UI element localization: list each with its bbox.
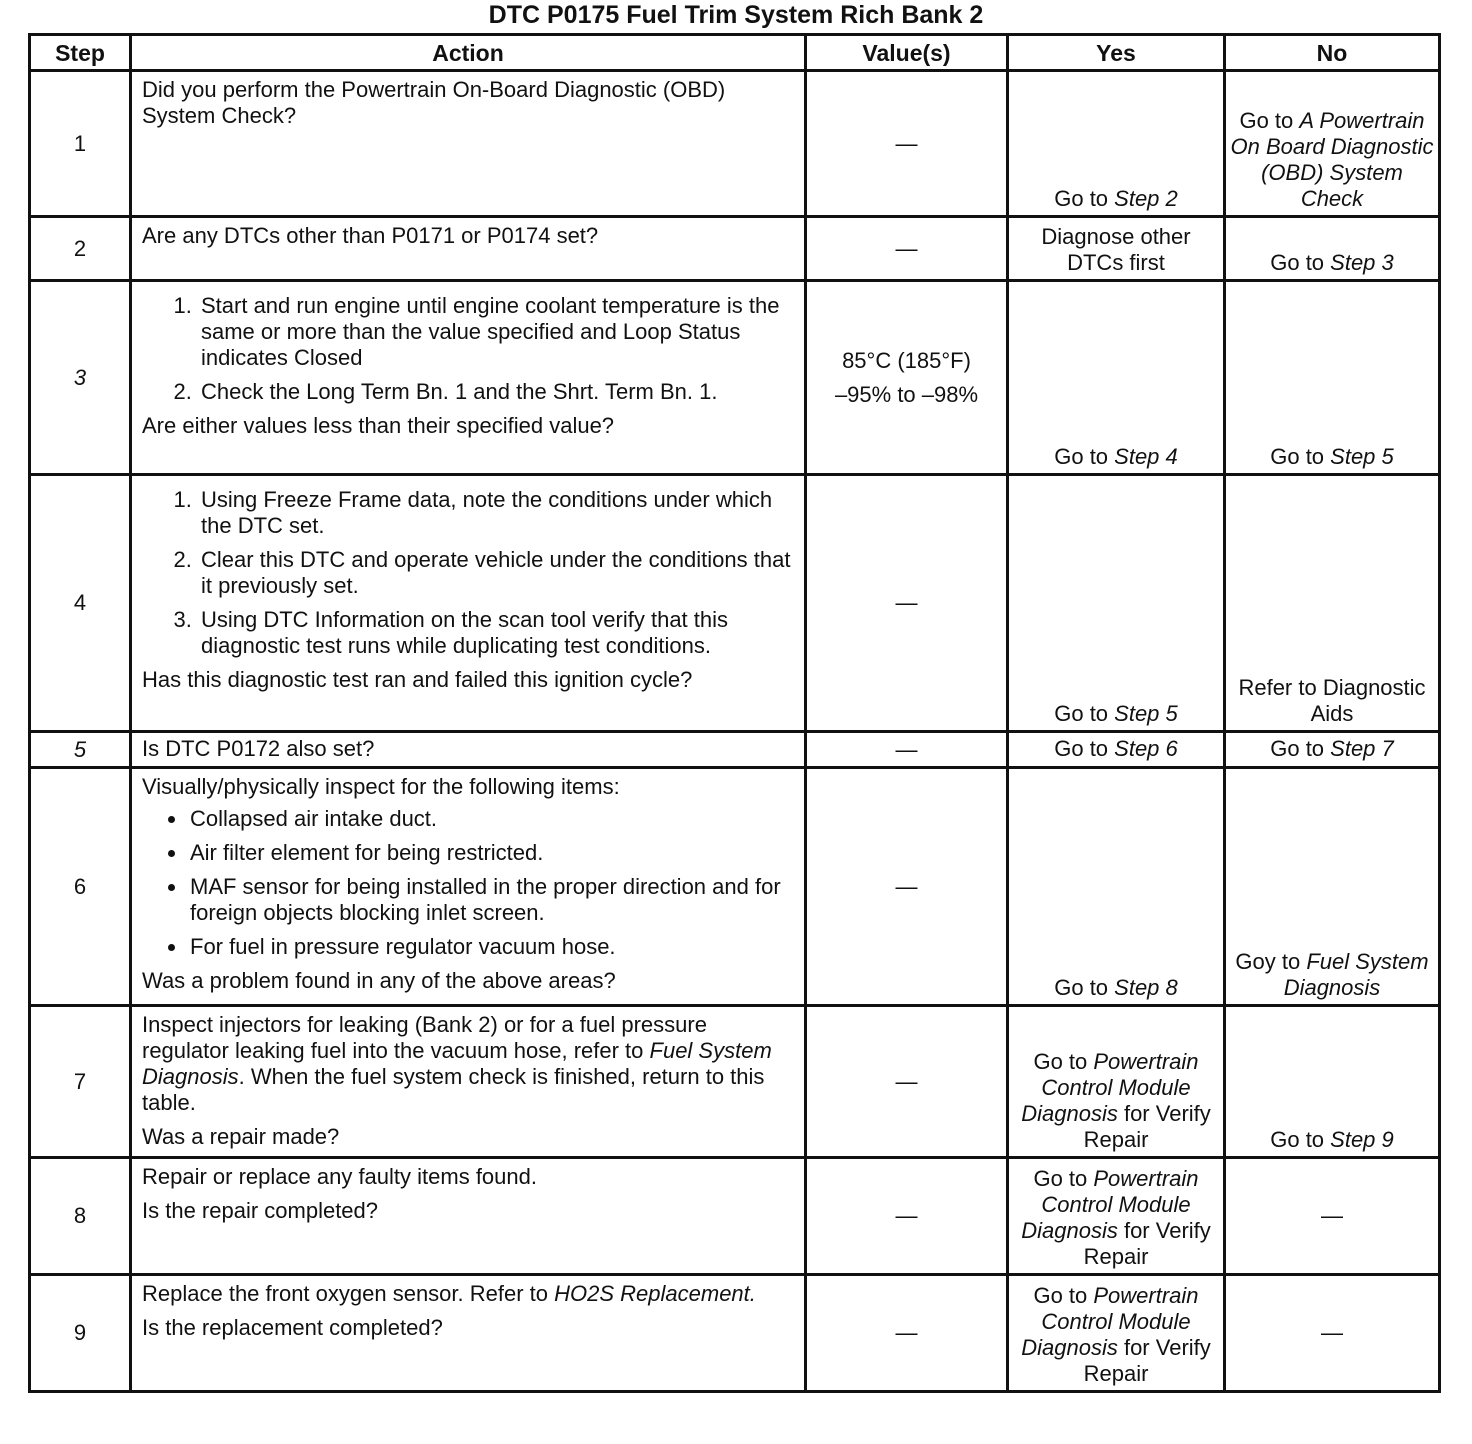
yes-link-pcm: Powertrain Control Module Diagnosis [1021,1049,1199,1126]
yes-cell [1008,1275,1225,1392]
action-cell [131,217,806,281]
action-text: Repair or replace any faulty items found. [142,1164,537,1189]
no-cell [1225,281,1440,475]
action-cell [131,71,806,217]
no-prefix: Go to [1239,108,1300,133]
yes-cell [1008,1006,1225,1158]
action-text-end: . When the fuel system check is finished, return to this table. [142,1064,765,1115]
list-item: • MAF sensor for being installed in the proper direction and for foreign objects blocking inlet screen. [188,874,796,926]
action-question: Was a repair made? [142,1124,340,1149]
value-fuel-trim: –95% to –98% [834,381,979,407]
yes-link-step: Step 8 [1114,975,1178,1000]
table-row [30,217,1440,281]
value-cell: — [806,1275,1008,1392]
yes-link-step: Step 6 [1114,736,1178,761]
no-link-obd-check: A Powertrain On Board Diagnostic (OBD) System Check [1230,108,1434,211]
yes-prefix: Go to [1033,1049,1094,1074]
yes-cell [1008,475,1225,732]
list-item: 2. Check the Long Term Bn. 1 and the Shrt. Term Bn. 1. [198,379,796,405]
header-action: Action [131,35,806,71]
action-text: Are any DTCs other than P0171 or P0174 set? [142,223,599,248]
page-title: DTC P0175 Fuel Trim System Rich Bank 2 [488,1,984,29]
yes-cell [1008,71,1225,217]
yes-suffix: for Verify Repair [1083,1218,1211,1269]
table-row [30,768,1440,1006]
header-no: No [1225,35,1440,71]
no-prefix: Go to [1270,1127,1331,1152]
no-link-step: Step 9 [1330,1127,1394,1152]
list-item: 1. Start and run engine until engine coolant temperature is the same or more than the value specified and Loop Status indicates Closed [198,293,796,371]
action-question: Has this diagnostic test ran and failed this ignition cycle? [142,667,693,692]
step-number: 4 [30,475,131,732]
value-cell [806,281,1008,475]
yes-prefix: Go to [1033,1283,1094,1308]
table-row [30,475,1440,732]
action-cell [131,732,806,768]
yes-suffix: for Verify Repair [1083,1335,1211,1386]
action-question: Is the replacement completed? [142,1315,443,1340]
no-prefix: Go to [1270,736,1331,761]
yes-prefix: Go to [1054,975,1115,1000]
action-question: Are either values less than their specified value? [142,413,615,438]
no-cell: Refer to Diagnostic Aids [1225,475,1440,732]
action-text: Is DTC P0172 also set? [142,736,375,761]
step-number: 2 [30,217,131,281]
list-item: • Collapsed air intake duct. [188,806,796,832]
action-question: Was a problem found in any of the above areas? [142,968,616,993]
diagnostic-table [28,33,1441,1393]
value-cell: — [806,732,1008,768]
step-number: 8 [30,1158,131,1275]
no-cell [1225,217,1440,281]
action-text: Did you perform the Powertrain On-Board Diagnostic (OBD) System Check? [142,77,726,128]
yes-link-pcm: Powertrain Control Module Diagnosis [1021,1166,1199,1243]
yes-cell [1008,281,1225,475]
header-yes: Yes [1008,35,1225,71]
action-cell [131,1158,806,1275]
step-number: 1 [30,71,131,217]
list-item: 2. Clear this DTC and operate vehicle under the conditions that it previously set. [198,547,796,599]
no-link-fuel-system: Fuel System Diagnosis [1283,949,1429,1000]
action-link-ho2s: HO2S Replacement. [554,1281,756,1306]
no-cell [1225,768,1440,1006]
step-number: 5 [30,732,131,768]
procedure-list [142,287,796,405]
action-cell [131,475,806,732]
table-row [30,732,1440,768]
step-number: 3 [30,281,131,475]
yes-prefix: Go to [1054,736,1115,761]
step-number: 6 [30,768,131,1006]
no-prefix: Goy to [1235,949,1307,974]
no-link-step: Step 3 [1330,250,1394,275]
step-number: 7 [30,1006,131,1158]
yes-link-step: Step 4 [1114,444,1178,469]
no-cell [1225,732,1440,768]
yes-prefix: Go to [1033,1166,1094,1191]
yes-prefix: Go to [1054,186,1115,211]
yes-cell: Diagnose other DTCs first [1008,217,1225,281]
inspection-list [142,800,796,960]
header-values: Value(s) [806,35,1008,71]
table-row [30,1006,1440,1158]
table-row [30,71,1440,217]
no-prefix: Go to [1270,444,1331,469]
yes-prefix: Go to [1054,701,1115,726]
action-text: Inspect injectors for leaking (Bank 2) or for a fuel pressure regulator leaking fuel into the vacuum hose, refer to [142,1012,707,1063]
value-cell: — [806,475,1008,732]
action-link-fuel-system: Fuel System Diagnosis [142,1038,772,1089]
list-item: 1. Using Freeze Frame data, note the conditions under which the DTC set. [198,487,796,539]
action-question: Is the repair completed? [142,1198,379,1223]
yes-cell [1008,1158,1225,1275]
action-cell [131,281,806,475]
yes-link-pcm: Powertrain Control Module Diagnosis [1021,1283,1199,1360]
table-row [30,1158,1440,1275]
action-cell [131,768,806,1006]
procedure-list [142,481,796,659]
no-cell [1225,1006,1440,1158]
no-cell: — [1225,1158,1440,1275]
header-step: Step [30,35,131,71]
table-row [30,1275,1440,1392]
value-cell: — [806,1158,1008,1275]
no-cell [1225,71,1440,217]
yes-link-step: Step 5 [1114,701,1178,726]
action-cell [131,1275,806,1392]
yes-cell [1008,732,1225,768]
no-link-step: Step 5 [1330,444,1394,469]
table-row [30,281,1440,475]
step-number: 9 [30,1275,131,1392]
yes-link-step: Step 2 [1114,186,1178,211]
list-item: 3. Using DTC Information on the scan tool verify that this diagnostic test runs while duplicating test conditions. [198,607,796,659]
value-cell: — [806,71,1008,217]
action-intro: Visually/physically inspect for the following items: [142,774,620,799]
action-cell [131,1006,806,1158]
no-prefix: Go to [1270,250,1331,275]
value-cell: — [806,217,1008,281]
yes-prefix: Go to [1054,444,1115,469]
value-temperature: 85°C (185°F) [842,347,971,373]
no-cell: — [1225,1275,1440,1392]
list-item: • Air filter element for being restricted. [188,840,796,866]
yes-suffix: for Verify Repair [1083,1101,1211,1152]
action-text: Replace the front oxygen sensor. Refer to [142,1281,555,1306]
list-item: • For fuel in pressure regulator vacuum hose. [188,934,796,960]
no-link-step: Step 7 [1330,736,1394,761]
yes-cell [1008,768,1225,1006]
value-cell: — [806,768,1008,1006]
header-row [30,35,1440,71]
value-cell: — [806,1006,1008,1158]
